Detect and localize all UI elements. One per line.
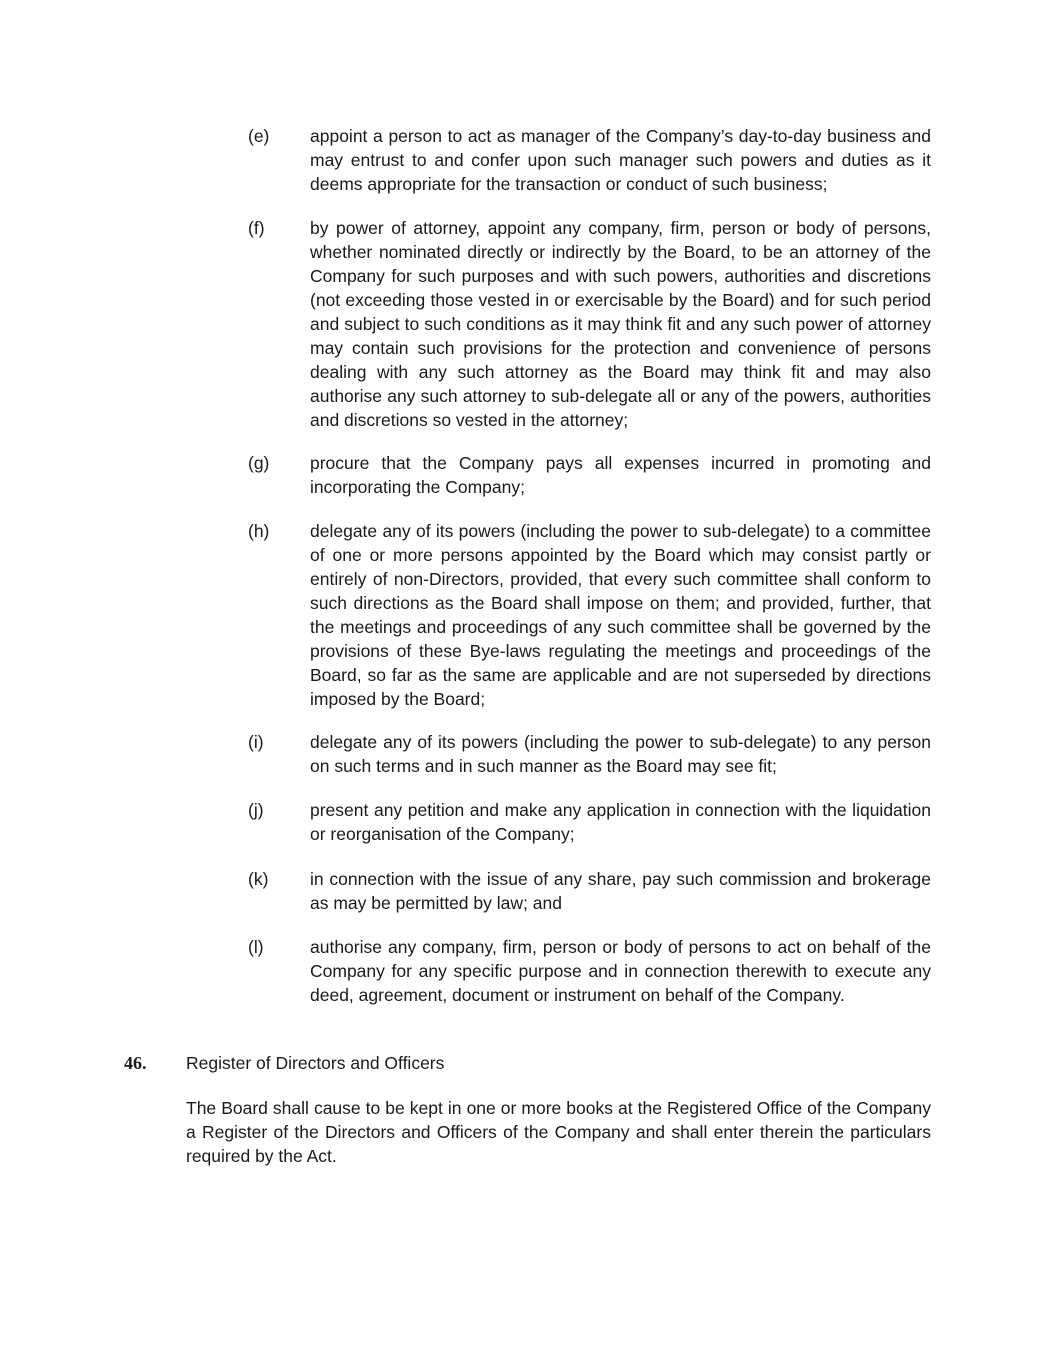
item-label: (i) (248, 732, 264, 752)
item-text: present any petition and make any application in connection with the liquidation or reorganisation of the Company; (310, 800, 931, 844)
item-text: delegate any of its powers (including the power to sub-delegate) to any person on such terms and in such manner as the Board may see fit; (310, 732, 931, 776)
item-text: authorise any company, firm, person or body of persons to act on behalf of the Company for any specific purpose and in connection therewith to execute any deed, agreement, document or instrument on behalf of the Company. (310, 937, 931, 1005)
list-item-i (248, 730, 931, 778)
item-text: delegate any of its powers (including the power to sub-delegate) to a committee of one or more persons appointed by the Board which may consist partly or entirely of non-Directors, provided, that every such committee shall conform to such directions as the Board shall impose on them; and provided, further, that the meetings and proceedings of any such committee shall be governed by the provisions of these Bye-laws regulating the meetings and proceedings of the Board, so far as the same are applicable and are not superseded by directions imposed by the Board; (310, 521, 931, 709)
list-item-h (248, 519, 931, 711)
item-label: (e) (248, 126, 270, 146)
list-item-g (248, 451, 931, 499)
list-item-j (248, 798, 931, 846)
item-label: (j) (248, 800, 264, 820)
item-label: (h) (248, 521, 270, 541)
item-label: (g) (248, 453, 270, 473)
list-item-e (248, 124, 931, 196)
section-number: 46. (124, 1053, 147, 1073)
item-label: (f) (248, 218, 265, 238)
section-title: Register of Directors and Officers (186, 1053, 445, 1073)
section-body: The Board shall cause to be kept in one or more books at the Registered Office of the Company a Register of the Directors and Officers of the Company and shall enter therein the particulars required by the Act. (186, 1098, 931, 1166)
item-text: appoint a person to act as manager of the Company’s day-to-day business and may entrust to and confer upon such manager such powers and duties as it deems appropriate for the transaction or conduct of such business; (310, 126, 931, 194)
item-label: (l) (248, 937, 264, 957)
list-item-l (248, 935, 931, 1007)
list-item-f (248, 216, 931, 432)
item-label: (k) (248, 869, 269, 889)
item-text: by power of attorney, appoint any company, firm, person or body of persons, whether nominated directly or indirectly by the Board, to be an attorney of the Company for such purposes and with such powers, authorities and discretions (not exceeding those vested in or exercisable by the Board) and for such period and subject to such conditions as it may think fit and any such power of attorney may contain such provisions for the protection and convenience of persons dealing with any such attorney as the Board may think fit and may also authorise any such attorney to sub-delegate all or any of the powers, authorities and discretions so vested in the attorney; (310, 218, 931, 430)
item-text: in connection with the issue of any share, pay such commission and brokerage as may be permitted by law; and (310, 869, 931, 913)
list-item-k (248, 867, 931, 915)
item-text: procure that the Company pays all expenses incurred in promoting and incorporating the Company; (310, 453, 931, 497)
